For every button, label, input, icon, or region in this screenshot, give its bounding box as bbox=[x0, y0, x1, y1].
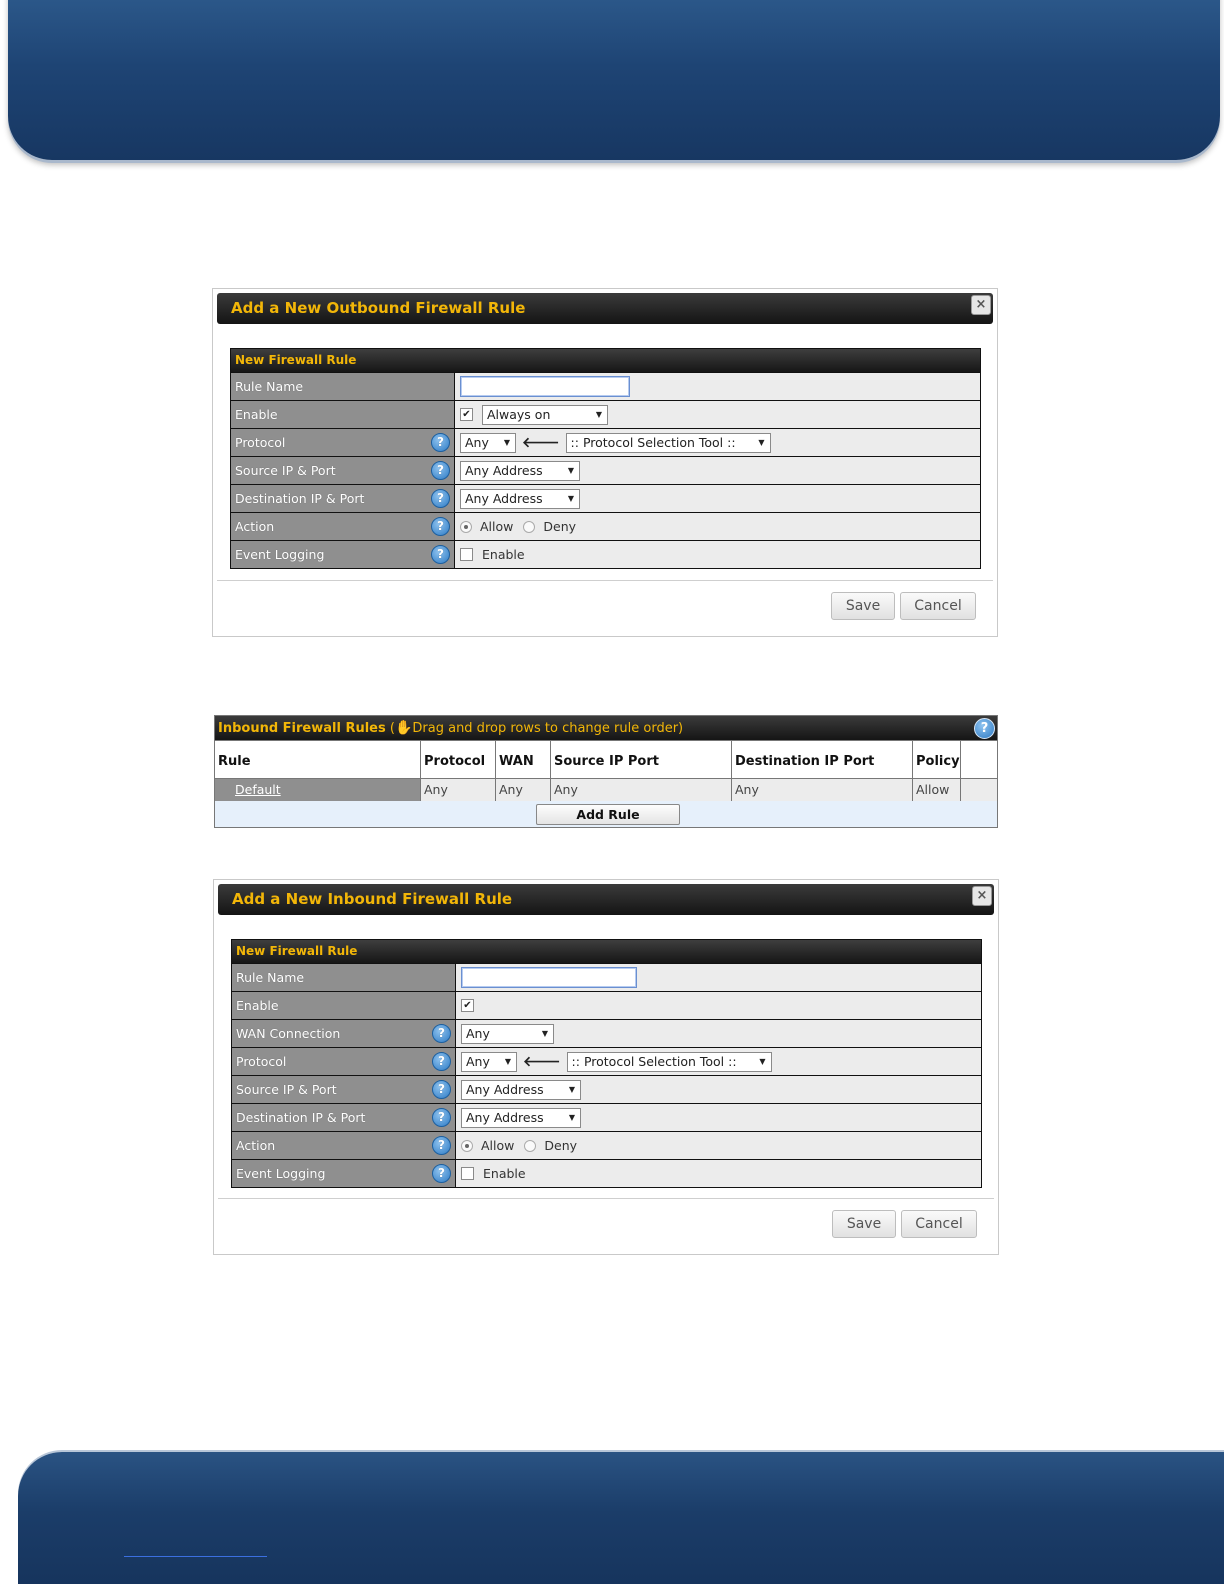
table-row[interactable] bbox=[215, 778, 997, 801]
cell-wan: Any bbox=[496, 779, 551, 801]
save-button[interactable]: Save bbox=[831, 592, 895, 620]
enable-label: Enable bbox=[231, 401, 455, 428]
schedule-select[interactable]: Always on ▼ bbox=[482, 405, 608, 425]
row-source bbox=[232, 1075, 981, 1103]
event-logging-checkbox[interactable] bbox=[460, 548, 473, 561]
help-icon[interactable]: ? bbox=[432, 1024, 451, 1043]
action-label: Action ? bbox=[231, 513, 455, 540]
event-logging-option: Enable bbox=[483, 1166, 526, 1181]
protocol-label: Protocol ? bbox=[231, 429, 455, 456]
help-icon[interactable]: ? bbox=[432, 1164, 451, 1183]
rules-column-headers bbox=[215, 740, 997, 778]
drag-hand-icon: ✋ bbox=[394, 720, 413, 736]
allow-label: Allow bbox=[481, 1138, 515, 1153]
chevron-down-icon: ▼ bbox=[758, 437, 765, 447]
event-logging-option: Enable bbox=[482, 547, 525, 562]
cancel-button[interactable]: Cancel bbox=[901, 1210, 977, 1238]
destination-label: Destination IP & Port ? bbox=[232, 1104, 456, 1131]
close-icon[interactable]: × bbox=[971, 295, 991, 315]
row-destination bbox=[232, 1103, 981, 1131]
inbound-rule-dialog bbox=[213, 879, 999, 1255]
chevron-down-icon: ▼ bbox=[504, 1056, 511, 1066]
col-source: Source IP Port bbox=[551, 741, 732, 778]
rule-name-label: Rule Name bbox=[231, 373, 455, 400]
cell-destination: Any bbox=[732, 779, 913, 801]
help-icon[interactable]: ? bbox=[432, 1108, 451, 1127]
allow-label: Allow bbox=[480, 519, 514, 534]
source-label: Source IP & Port ? bbox=[232, 1076, 456, 1103]
source-select[interactable]: Any Address ▼ bbox=[460, 461, 580, 481]
event-logging-checkbox[interactable] bbox=[461, 1167, 474, 1180]
chevron-down-icon: ▼ bbox=[567, 493, 574, 503]
dialog-title: Add a New Outbound Firewall Rule bbox=[217, 293, 993, 324]
deny-label: Deny bbox=[543, 519, 577, 534]
allow-radio[interactable] bbox=[460, 521, 472, 533]
row-enable bbox=[231, 400, 980, 428]
rule-name-label: Rule Name bbox=[232, 964, 456, 991]
close-icon[interactable]: × bbox=[972, 886, 992, 906]
new-firewall-rule-form bbox=[230, 348, 981, 569]
destination-select[interactable]: Any Address ▼ bbox=[460, 489, 580, 509]
arrow-left-icon: 🡐 bbox=[522, 435, 560, 451]
row-event-logging bbox=[231, 540, 980, 568]
row-source bbox=[231, 456, 980, 484]
dialog-divider bbox=[218, 1198, 994, 1199]
destination-select[interactable]: Any Address ▼ bbox=[461, 1108, 581, 1128]
chevron-down-icon: ▼ bbox=[595, 409, 602, 419]
footer-link-underline[interactable] bbox=[124, 1556, 267, 1557]
rules-header: Inbound Firewall Rules (✋Drag and drop rows to change rule order) ? bbox=[215, 716, 997, 740]
protocol-tool-select[interactable]: :: Protocol Selection Tool :: ▼ bbox=[567, 1052, 772, 1072]
help-icon[interactable]: ? bbox=[431, 545, 450, 564]
row-destination bbox=[231, 484, 980, 512]
inbound-firewall-rules-table bbox=[214, 715, 998, 828]
help-icon[interactable]: ? bbox=[431, 489, 450, 508]
form-section-header: New Firewall Rule bbox=[232, 940, 981, 963]
deny-radio[interactable] bbox=[524, 1140, 536, 1152]
row-rule-name bbox=[231, 372, 980, 400]
wan-connection-label: WAN Connection ? bbox=[232, 1020, 456, 1047]
row-protocol bbox=[231, 428, 980, 456]
allow-radio[interactable] bbox=[461, 1140, 473, 1152]
save-button[interactable]: Save bbox=[832, 1210, 896, 1238]
chevron-down-icon: ▼ bbox=[759, 1056, 766, 1066]
cell-source: Any bbox=[551, 779, 732, 801]
protocol-label: Protocol ? bbox=[232, 1048, 456, 1075]
protocol-select[interactable]: Any ▼ bbox=[460, 433, 516, 453]
dialog-divider bbox=[217, 580, 993, 581]
help-icon[interactable]: ? bbox=[974, 718, 995, 739]
enable-label: Enable bbox=[232, 992, 456, 1019]
col-policy: Policy bbox=[913, 741, 961, 778]
enable-checkbox[interactable]: ✔ bbox=[460, 408, 473, 421]
arrow-left-icon: 🡐 bbox=[523, 1054, 561, 1070]
rule-name-input[interactable] bbox=[461, 967, 637, 988]
col-rule: Rule bbox=[215, 741, 421, 778]
enable-checkbox[interactable]: ✔ bbox=[461, 999, 474, 1012]
row-wan-connection bbox=[232, 1019, 981, 1047]
chevron-down-icon: ▼ bbox=[568, 1112, 575, 1122]
deny-label: Deny bbox=[544, 1138, 578, 1153]
event-logging-label: Event Logging ? bbox=[232, 1160, 456, 1187]
cancel-button[interactable]: Cancel bbox=[900, 592, 976, 620]
source-select[interactable]: Any Address ▼ bbox=[461, 1080, 581, 1100]
cell-policy: Allow bbox=[913, 779, 961, 801]
rule-default-link[interactable]: Default bbox=[235, 782, 281, 797]
rules-hint: Drag and drop rows to change rule order) bbox=[412, 721, 684, 736]
new-firewall-rule-form bbox=[231, 939, 982, 1188]
form-section-header: New Firewall Rule bbox=[231, 349, 980, 372]
deny-radio[interactable] bbox=[523, 521, 535, 533]
help-icon[interactable]: ? bbox=[432, 1080, 451, 1099]
rules-title: Inbound Firewall Rules bbox=[218, 721, 386, 736]
help-icon[interactable]: ? bbox=[432, 1052, 451, 1071]
row-action bbox=[231, 512, 980, 540]
col-destination: Destination IP Port bbox=[732, 741, 913, 778]
row-event-logging bbox=[232, 1159, 981, 1187]
action-label: Action ? bbox=[232, 1132, 456, 1159]
rule-name-input[interactable] bbox=[460, 376, 630, 397]
header-banner bbox=[8, 0, 1220, 160]
help-icon[interactable]: ? bbox=[431, 461, 450, 480]
source-label: Source IP & Port ? bbox=[231, 457, 455, 484]
chevron-down-icon: ▼ bbox=[567, 465, 574, 475]
outbound-rule-dialog bbox=[212, 288, 998, 637]
row-action bbox=[232, 1131, 981, 1159]
add-rule-button[interactable]: Add Rule bbox=[536, 804, 680, 825]
help-icon[interactable]: ? bbox=[431, 433, 450, 452]
cell-protocol: Any bbox=[421, 779, 496, 801]
row-protocol bbox=[232, 1047, 981, 1075]
col-protocol: Protocol bbox=[421, 741, 496, 778]
event-logging-label: Event Logging ? bbox=[231, 541, 455, 568]
protocol-select[interactable]: Any ▼ bbox=[461, 1052, 517, 1072]
help-icon[interactable]: ? bbox=[432, 1136, 451, 1155]
protocol-tool-select[interactable]: :: Protocol Selection Tool :: ▼ bbox=[566, 433, 771, 453]
destination-label: Destination IP & Port ? bbox=[231, 485, 455, 512]
chevron-down-icon: ▼ bbox=[568, 1084, 575, 1094]
row-enable bbox=[232, 991, 981, 1019]
col-wan: WAN bbox=[496, 741, 551, 778]
chevron-down-icon: ▼ bbox=[541, 1028, 548, 1038]
row-rule-name bbox=[232, 963, 981, 991]
wan-select[interactable]: Any ▼ bbox=[461, 1024, 554, 1044]
chevron-down-icon: ▼ bbox=[503, 437, 510, 447]
footer-banner bbox=[18, 1452, 1224, 1584]
dialog-title: Add a New Inbound Firewall Rule bbox=[218, 884, 994, 915]
help-icon[interactable]: ? bbox=[431, 517, 450, 536]
